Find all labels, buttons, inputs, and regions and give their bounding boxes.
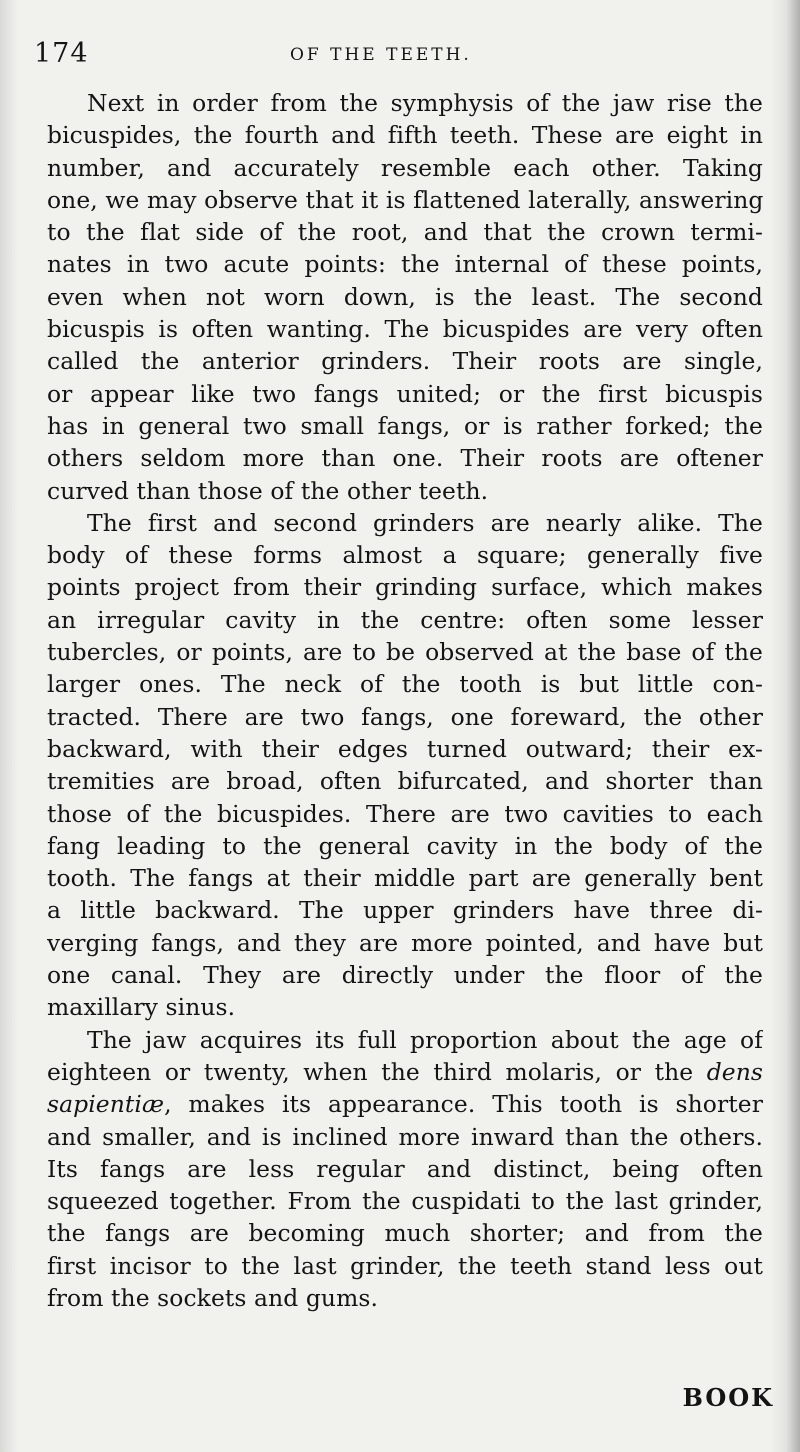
page-number: 174 <box>34 38 89 69</box>
text-line <box>47 1088 763 1120</box>
body-text <box>47 87 763 1314</box>
paragraph-jaw-proportion <box>47 1024 763 1315</box>
text-line <box>47 1056 763 1088</box>
text-line: Its fangs are less regular and distinct, being often <box>47 1154 763 1183</box>
running-head: OF THE TEETH. <box>290 45 472 65</box>
text-line: one canal. They are directly under the floor of the <box>47 961 763 990</box>
text-line: tooth. The fangs at their middle part are generally bent <box>47 864 763 893</box>
text-line: The first and second grinders are nearly alike. The <box>87 508 763 537</box>
text-line: others seldom more than one. Their roots are oftener <box>47 444 763 473</box>
text-line: Next in order from the symphysis of the jaw rise the <box>87 89 763 117</box>
page-header <box>30 38 770 78</box>
text-line: tracted. There are two fangs, one foreward, the other <box>47 702 763 731</box>
text-line: backward, with their edges turned outward; their ex- <box>47 734 763 763</box>
text-segment: eighteen or twenty, when the third molaris, or the <box>47 1057 707 1086</box>
text-line: one, we may observe that it is flattened laterally, answering <box>47 185 763 214</box>
text-line: nates in two acute points: the internal of these points, <box>47 250 763 279</box>
text-line: even when not worn down, is the least. The second <box>47 282 763 311</box>
text-line: curved than those of the other teeth. <box>47 476 489 505</box>
text-line: bicuspides, the fourth and fifth teeth. These are eight in <box>47 121 763 150</box>
italic-term: dens <box>706 1057 763 1086</box>
paragraph-bicuspides <box>47 87 763 507</box>
text-line: from the sockets and gums. <box>47 1283 378 1312</box>
text-line: a little backward. The upper grinders have three di- <box>47 896 763 925</box>
text-line: bicuspis is often wanting. The bicuspides are very often <box>47 315 763 344</box>
text-line: tremities are broad, often bifurcated, and shorter than <box>47 767 763 796</box>
text-line: squeezed together. From the cuspidati to the last grinder, <box>47 1187 763 1216</box>
text-line: called the anterior grinders. Their roots are single, <box>47 347 763 376</box>
text-line: the fangs are becoming much shorter; and from the <box>47 1219 763 1248</box>
paragraph-grinders <box>47 507 763 1024</box>
text-line: and smaller, and is inclined more inward than the others. <box>47 1122 763 1151</box>
text-line: maxillary sinus. <box>47 993 236 1022</box>
text-line: larger ones. The neck of the tooth is but little con- <box>47 670 763 699</box>
text-line: The jaw acquires its full proportion about the age of <box>87 1025 763 1054</box>
text-line: body of these forms almost a square; generally five <box>47 541 763 570</box>
italic-term: sapientiæ <box>47 1090 165 1119</box>
text-line: verging fangs, and they are more pointed, and have but <box>47 928 763 957</box>
text-line: those of the bicuspides. There are two cavities to each <box>47 799 763 828</box>
text-line: number, and accurately resemble each other. Taking <box>47 153 763 182</box>
text-line: has in general two small fangs, or is rather forked; the <box>47 411 763 440</box>
text-segment: , makes its appearance. This tooth is shorter <box>164 1090 763 1119</box>
text-line: an irregular cavity in the centre: often some lesser <box>47 605 763 634</box>
text-line: to the flat side of the root, and that the crown termi- <box>47 218 763 247</box>
text-line: tubercles, or points, are to be observed at the base of the <box>47 638 763 667</box>
text-line: first incisor to the last grinder, the teeth stand less out <box>47 1251 763 1280</box>
text-line: fang leading to the general cavity in the body of the <box>47 831 763 860</box>
catchword: BOOK <box>682 1383 774 1412</box>
text-line: or appear like two fangs united; or the first bicuspis <box>47 379 763 408</box>
text-line: points project from their grinding surface, which makes <box>47 573 763 602</box>
